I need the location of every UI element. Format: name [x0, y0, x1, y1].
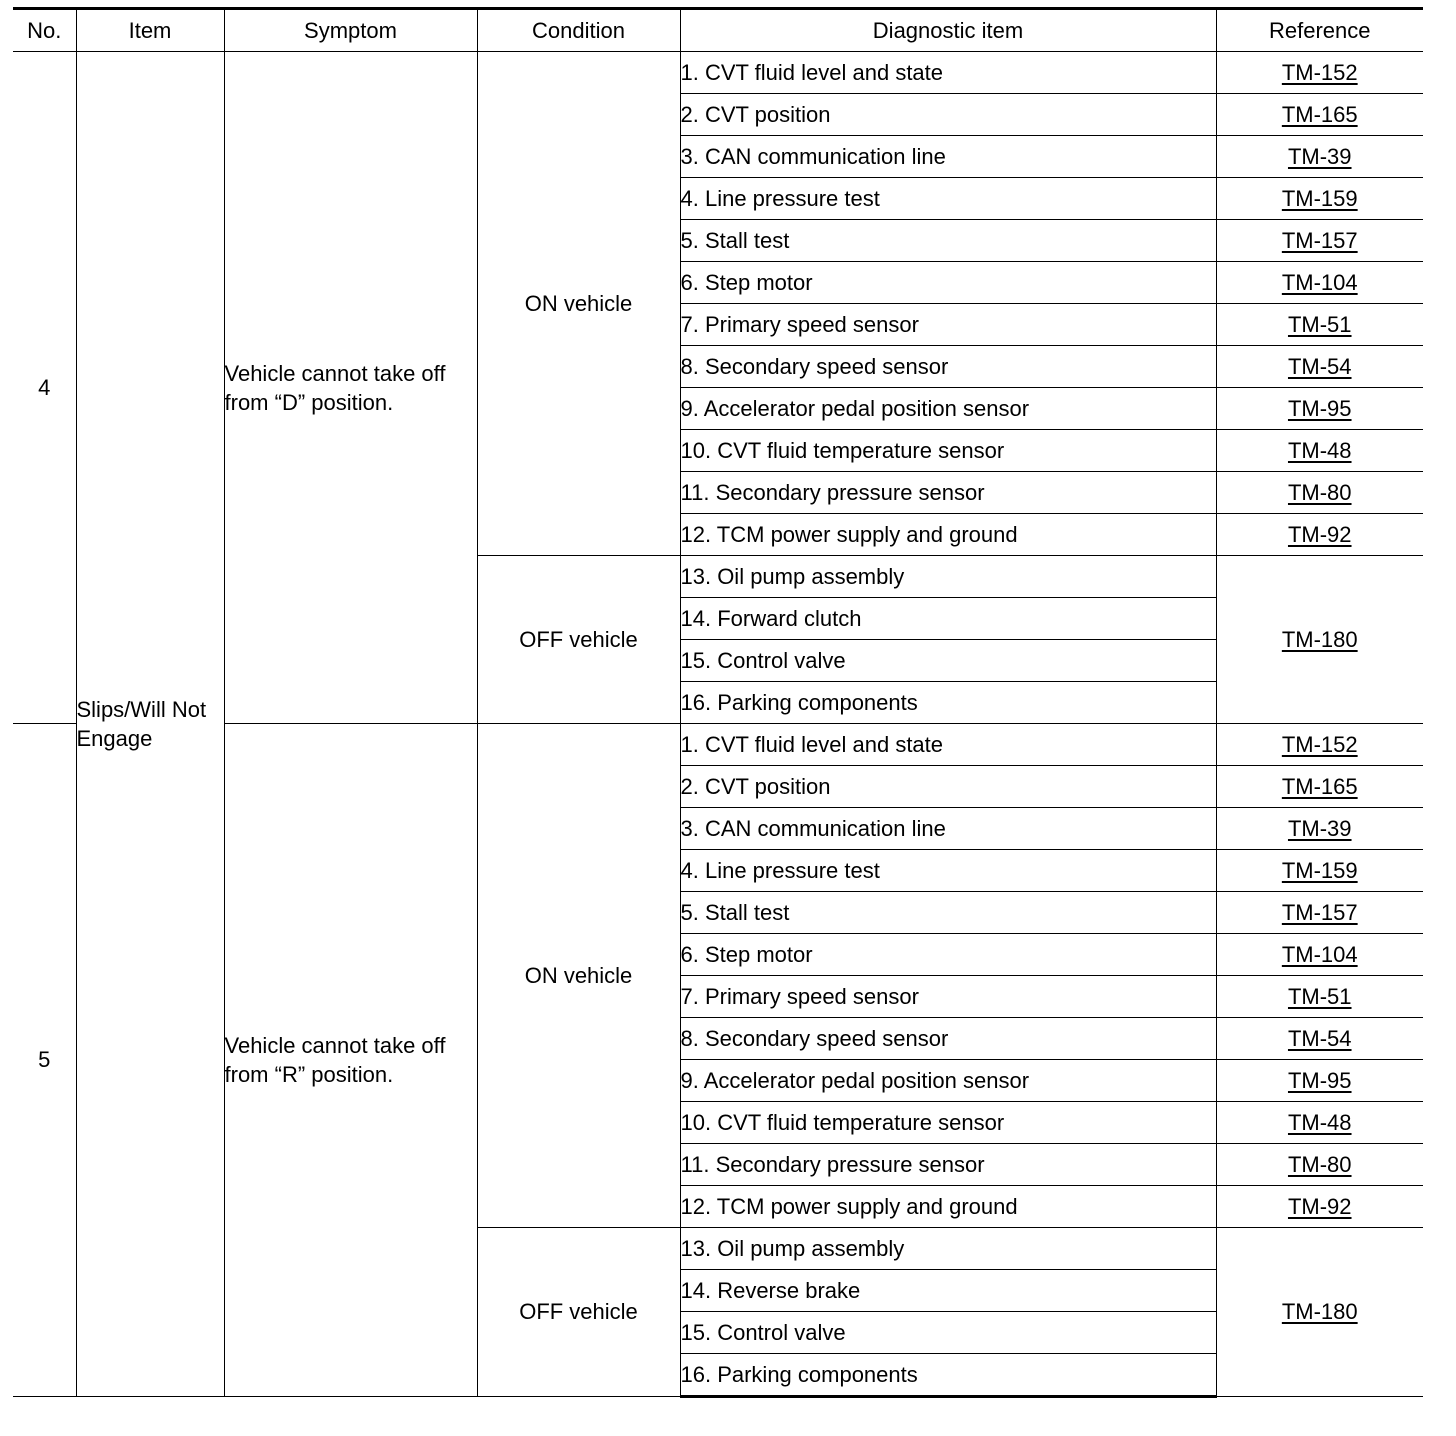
- diagnostic-item: 11. Secondary pressure sensor: [680, 1144, 1216, 1186]
- diagnostic-item: 4. Line pressure test: [680, 178, 1216, 220]
- condition-off-vehicle: OFF vehicle: [477, 556, 680, 724]
- reference-cell: [1216, 304, 1423, 346]
- reference-link[interactable]: TM-152: [1281, 731, 1358, 757]
- diagnostic-item: 15. Control valve: [680, 640, 1216, 682]
- reference-link[interactable]: TM-165: [1281, 101, 1358, 127]
- reference-cell: [1216, 1060, 1423, 1102]
- reference-cell: [1216, 346, 1423, 388]
- reference-cell: [1216, 1228, 1423, 1397]
- reference-link[interactable]: TM-165: [1281, 773, 1358, 799]
- diagnostic-item: 5. Stall test: [680, 892, 1216, 934]
- reference-cell: [1216, 178, 1423, 220]
- reference-link[interactable]: TM-80: [1287, 1151, 1352, 1177]
- reference-cell: [1216, 514, 1423, 556]
- reference-link[interactable]: TM-180: [1281, 1299, 1358, 1324]
- reference-cell: [1216, 94, 1423, 136]
- diagnostic-item: 7. Primary speed sensor: [680, 304, 1216, 346]
- reference-link[interactable]: TM-104: [1281, 941, 1358, 967]
- diagnostic-item: 3. CAN communication line: [680, 136, 1216, 178]
- header-diagnostic-item: Diagnostic item: [680, 9, 1216, 52]
- reference-link[interactable]: TM-92: [1287, 1193, 1352, 1219]
- header-reference: Reference: [1216, 9, 1423, 52]
- reference-link[interactable]: TM-54: [1287, 353, 1352, 379]
- table-body: [13, 52, 1423, 1397]
- diagnostic-item: 15. Control valve: [680, 1312, 1216, 1354]
- diagnostic-item: 14. Reverse brake: [680, 1270, 1216, 1312]
- table-row: [13, 52, 1423, 94]
- diagnostic-item: 8. Secondary speed sensor: [680, 1018, 1216, 1060]
- diagnostic-item: 8. Secondary speed sensor: [680, 346, 1216, 388]
- reference-link[interactable]: TM-51: [1287, 311, 1352, 337]
- reference-cell: [1216, 934, 1423, 976]
- condition-on-vehicle: ON vehicle: [477, 724, 680, 1228]
- reference-cell: [1216, 976, 1423, 1018]
- diagnostic-item: 2. CVT position: [680, 94, 1216, 136]
- diagnostic-item: 10. CVT fluid temperature sensor: [680, 1102, 1216, 1144]
- reference-link[interactable]: TM-104: [1281, 269, 1358, 295]
- header-row: [13, 9, 1423, 52]
- symptom-cell: Vehicle cannot take off from “D” position.: [224, 52, 477, 724]
- reference-cell: [1216, 1102, 1423, 1144]
- diagnostic-item: 3. CAN communication line: [680, 808, 1216, 850]
- diagnostic-item: 2. CVT position: [680, 766, 1216, 808]
- reference-cell: [1216, 220, 1423, 262]
- reference-cell: [1216, 766, 1423, 808]
- reference-cell: [1216, 892, 1423, 934]
- header-no: No.: [13, 9, 76, 52]
- reference-link[interactable]: TM-95: [1287, 395, 1352, 421]
- reference-link[interactable]: TM-51: [1287, 983, 1352, 1009]
- diagnostic-item: 12. TCM power supply and ground: [680, 514, 1216, 556]
- diagnostic-item: 7. Primary speed sensor: [680, 976, 1216, 1018]
- reference-cell: [1216, 724, 1423, 766]
- condition-off-vehicle: OFF vehicle: [477, 1228, 680, 1397]
- reference-link[interactable]: TM-95: [1287, 1067, 1352, 1093]
- reference-cell: [1216, 808, 1423, 850]
- reference-cell: [1216, 262, 1423, 304]
- header-item: Item: [76, 9, 224, 52]
- diagnostic-item: 16. Parking components: [680, 682, 1216, 724]
- diagnostic-item: 4. Line pressure test: [680, 850, 1216, 892]
- reference-cell: [1216, 430, 1423, 472]
- item-label: Slips/Will Not Engage: [76, 697, 207, 751]
- diagnosis-table: [13, 7, 1423, 1398]
- reference-cell: [1216, 1144, 1423, 1186]
- reference-cell: [1216, 136, 1423, 178]
- diagnostic-item: 16. Parking components: [680, 1354, 1216, 1397]
- diagnostic-item: 1. CVT fluid level and state: [680, 52, 1216, 94]
- reference-cell: [1216, 556, 1423, 724]
- row-number: 5: [13, 724, 76, 1397]
- symptom-cell: Vehicle cannot take off from “R” position.: [224, 724, 477, 1397]
- diagnostic-item: 6. Step motor: [680, 262, 1216, 304]
- diagnostic-item: 13. Oil pump assembly: [680, 1228, 1216, 1270]
- reference-cell: [1216, 388, 1423, 430]
- diagnostic-item: 9. Accelerator pedal position sensor: [680, 1060, 1216, 1102]
- reference-link[interactable]: TM-92: [1287, 521, 1352, 547]
- reference-link[interactable]: TM-157: [1281, 899, 1358, 925]
- diagnostic-item: 12. TCM power supply and ground: [680, 1186, 1216, 1228]
- diagnostic-item: 5. Stall test: [680, 220, 1216, 262]
- header-symptom: Symptom: [224, 9, 477, 52]
- reference-link[interactable]: TM-48: [1287, 1109, 1352, 1135]
- reference-link[interactable]: TM-80: [1287, 479, 1352, 505]
- reference-link[interactable]: TM-159: [1281, 185, 1358, 211]
- reference-link[interactable]: TM-157: [1281, 227, 1358, 253]
- diagnostic-item: 10. CVT fluid temperature sensor: [680, 430, 1216, 472]
- reference-link[interactable]: TM-48: [1287, 437, 1352, 463]
- row-number: 4: [13, 52, 76, 724]
- diagnostic-item: 14. Forward clutch: [680, 598, 1216, 640]
- reference-link[interactable]: TM-159: [1281, 857, 1358, 883]
- reference-cell: [1216, 472, 1423, 514]
- diagnostic-item: 6. Step motor: [680, 934, 1216, 976]
- item-cell: [76, 52, 224, 1397]
- reference-link[interactable]: TM-39: [1287, 143, 1352, 169]
- reference-link[interactable]: TM-39: [1287, 815, 1352, 841]
- reference-cell: [1216, 1186, 1423, 1228]
- reference-link[interactable]: TM-54: [1287, 1025, 1352, 1051]
- header-condition: Condition: [477, 9, 680, 52]
- diagnostic-item: 9. Accelerator pedal position sensor: [680, 388, 1216, 430]
- diagnostic-item: 13. Oil pump assembly: [680, 556, 1216, 598]
- reference-link[interactable]: TM-180: [1281, 626, 1358, 652]
- reference-cell: [1216, 52, 1423, 94]
- reference-link[interactable]: TM-152: [1281, 59, 1358, 85]
- diagnostic-item: 1. CVT fluid level and state: [680, 724, 1216, 766]
- condition-on-vehicle: ON vehicle: [477, 52, 680, 556]
- reference-cell: [1216, 850, 1423, 892]
- diagnostic-item: 11. Secondary pressure sensor: [680, 472, 1216, 514]
- reference-cell: [1216, 1018, 1423, 1060]
- table-row: [13, 724, 1423, 766]
